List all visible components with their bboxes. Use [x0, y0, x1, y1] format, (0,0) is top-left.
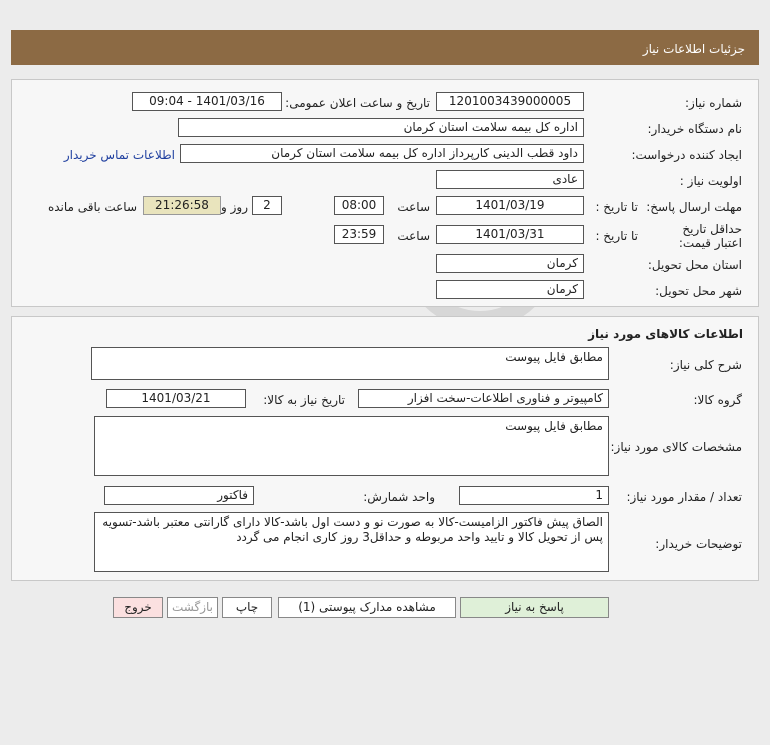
- general-desc-field: مطابق فایل پیوست: [91, 347, 609, 380]
- creator-field: داود قطب الدینی کارپرداز اداره کل بیمه سلامت استان کرمان: [180, 144, 584, 163]
- announce-label: تاریخ و ساعت اعلان عمومی:: [285, 96, 430, 110]
- priority-field: عادی: [436, 170, 584, 189]
- print-button[interactable]: چاپ: [222, 597, 272, 618]
- city-field: کرمان: [436, 280, 584, 299]
- validity-time-label: ساعت: [397, 229, 430, 243]
- deadline-time-label: ساعت: [397, 200, 430, 214]
- announce-field: 1401/03/16 - 09:04: [132, 92, 282, 111]
- qty-field: 1: [459, 486, 609, 505]
- general-desc-label: شرح کلی نیاز:: [669, 358, 742, 372]
- buyer-org-field: اداره کل بیمه سلامت استان کرمان: [178, 118, 584, 137]
- need-date-label: تاریخ نیاز به کالا:: [263, 393, 345, 407]
- need-info-panel: [11, 79, 759, 307]
- group-field: کامپیوتر و فناوری اطلاعات-سخت افزار: [358, 389, 609, 408]
- deadline-label: مهلت ارسال پاسخ:: [646, 200, 742, 214]
- validity-until-label: تا تاریخ :: [595, 229, 638, 243]
- validity-time-field: 23:59: [334, 225, 384, 244]
- unit-label: واحد شمارش:: [363, 490, 435, 504]
- buyer-org-label: نام دستگاه خریدار:: [647, 122, 742, 136]
- days-label: روز و: [221, 200, 248, 214]
- specs-label: مشخصات کالای مورد نیاز:: [610, 440, 742, 454]
- unit-field: فاکتور: [104, 486, 254, 505]
- need-number-field: 1201003439000005: [436, 92, 584, 111]
- city-label: شهر محل تحویل:: [655, 284, 742, 298]
- specs-field: مطابق فایل پیوست: [94, 416, 609, 476]
- creator-label: ایجاد کننده درخواست:: [631, 148, 742, 162]
- need-date-field: 1401/03/21: [106, 389, 246, 408]
- validity-label: حداقل تاریخ اعتبار قیمت:: [678, 222, 742, 250]
- deadline-time-field: 08:00: [334, 196, 384, 215]
- page-title: جزئیات اطلاعات نیاز: [642, 42, 745, 56]
- province-field: کرمان: [436, 254, 584, 273]
- days-left-field: 2: [252, 196, 282, 215]
- group-label: گروه کالا:: [693, 393, 742, 407]
- exit-button[interactable]: خروج: [113, 597, 163, 618]
- buyer-notes-field: الصاق پیش فاکتور الزامیست-کالا به صورت نو و دست اول باشد-کالا دارای گارانتی معتبر باشد-تسویه پس از تحویل کالا و تایید واحد مربوطه و حداقل3 روز کاری انجام می گردد: [94, 512, 609, 572]
- page-title-bar: [11, 30, 759, 65]
- validity-date-field: 1401/03/31: [436, 225, 584, 244]
- need-number-label: شماره نیاز:: [685, 96, 742, 110]
- view-attachments-button[interactable]: مشاهده مدارک پیوستی (1): [278, 597, 456, 618]
- province-label: استان محل تحویل:: [647, 258, 742, 272]
- buyer-contact-link[interactable]: اطلاعات تماس خریدار: [63, 148, 175, 162]
- buyer-notes-label: توضیحات خریدار:: [655, 537, 742, 551]
- qty-label: تعداد / مقدار مورد نیاز:: [626, 490, 742, 504]
- back-button[interactable]: بازگشت: [167, 597, 218, 618]
- remaining-label: ساعت باقی مانده: [47, 200, 137, 214]
- reply-button[interactable]: پاسخ به نیاز: [460, 597, 609, 618]
- deadline-until-label: تا تاریخ :: [595, 200, 638, 214]
- goods-section-title: اطلاعات کالاهای مورد نیاز: [588, 327, 743, 341]
- time-left-field: 21:26:58: [143, 196, 221, 215]
- priority-label: اولویت نیاز :: [679, 174, 742, 188]
- deadline-date-field: 1401/03/19: [436, 196, 584, 215]
